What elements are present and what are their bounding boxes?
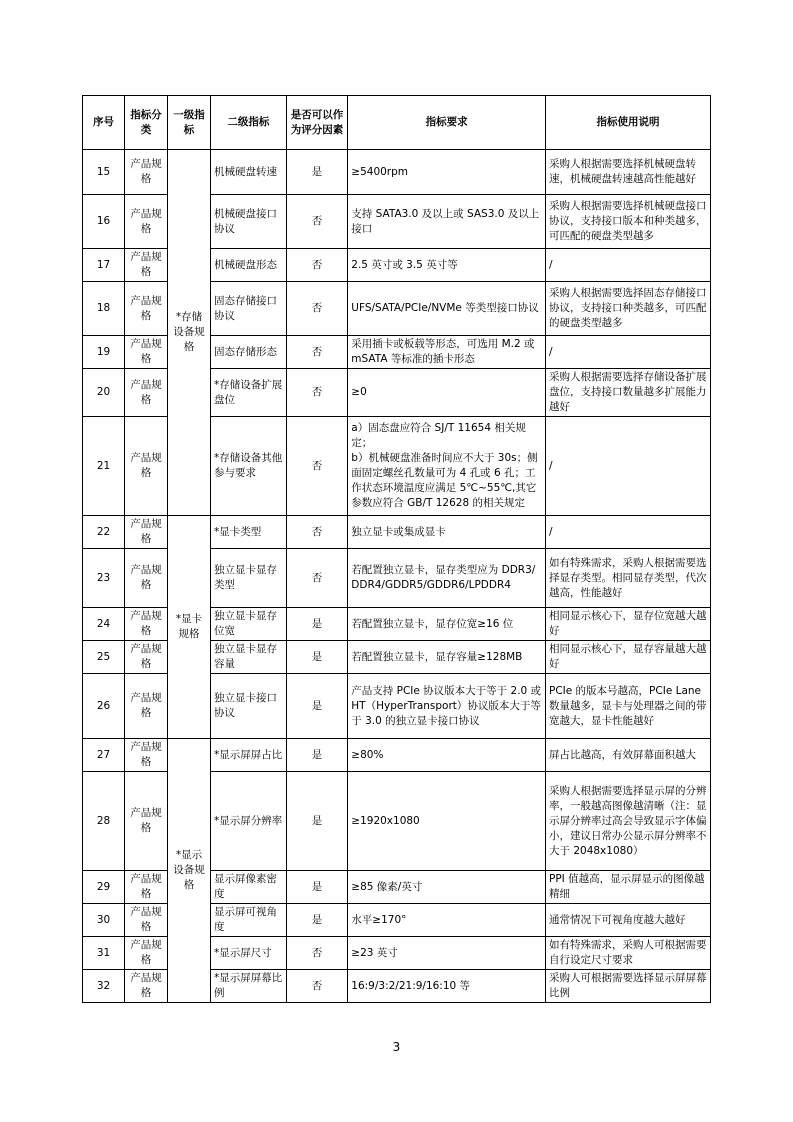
row-category: 产品规格 xyxy=(125,336,168,369)
header-scoring: 是否可以作为评分因素 xyxy=(286,96,347,150)
page-number: 3 xyxy=(392,1040,401,1054)
row-number: 23 xyxy=(83,549,125,608)
level1-group-storage: *存储设备规格 xyxy=(168,150,211,516)
row-number: 17 xyxy=(83,249,125,282)
row-requirement: a）固态盘应符合 SJ/T 11654 相关规定； b）机械硬盘准备时间应不大于 30s；侧面固定螺丝孔数量可为 4 孔或 6 孔；工作状态环境温度应满足 5℃~55℃,其它参数应符合 GB/T 12628 的相关规定 xyxy=(348,417,546,516)
row-requirement: 16:9/3:2/21:9/16:10 等 xyxy=(348,970,546,1003)
row-usage-note: 通常情况下可视角度越大越好 xyxy=(546,904,711,937)
row-requirement: ≥0 xyxy=(348,369,546,417)
row-scoring: 是 xyxy=(286,608,347,641)
row-requirement: 支持 SATA3.0 及以上或 SAS3.0 及以上接口 xyxy=(348,195,546,249)
row-usage-note: 屏占比越高，有效屏幕面积越大 xyxy=(546,739,711,772)
row-number: 30 xyxy=(83,904,125,937)
table-row xyxy=(83,516,711,549)
row-number: 22 xyxy=(83,516,125,549)
header-row xyxy=(83,96,711,150)
row-category: 产品规格 xyxy=(125,970,168,1003)
row-number: 18 xyxy=(83,282,125,336)
row-number: 16 xyxy=(83,195,125,249)
row-scoring: 否 xyxy=(286,417,347,516)
row-requirement: 采用插卡或板载等形态，可选用 M.2 或 mSATA 等标准的插卡形态 xyxy=(348,336,546,369)
row-level2: 独立显卡显存类型 xyxy=(211,549,287,608)
row-scoring: 是 xyxy=(286,674,347,739)
row-usage-note: 采购人根据需要选择存储设备扩展盘位，支持接口数量越多扩展能力越好 xyxy=(546,369,711,417)
row-usage-note: 如有特殊需求，采购人根据需要选择显存类型。相同显存类型，代次越高，性能越好 xyxy=(546,549,711,608)
row-number: 20 xyxy=(83,369,125,417)
row-category: 产品规格 xyxy=(125,516,168,549)
row-level2: 机械硬盘形态 xyxy=(211,249,287,282)
row-category: 产品规格 xyxy=(125,739,168,772)
row-level2: 固态存储形态 xyxy=(211,336,287,369)
row-scoring: 否 xyxy=(286,249,347,282)
row-level2: 固态存储接口协议 xyxy=(211,282,287,336)
row-level2: 独立显卡显存位宽 xyxy=(211,608,287,641)
row-category: 产品规格 xyxy=(125,772,168,871)
row-category: 产品规格 xyxy=(125,904,168,937)
row-requirement: ≥5400rpm xyxy=(348,150,546,195)
row-usage-note: 采购人根据需要选择固态存储接口协议，支持接口种类越多，可匹配的硬盘类型越多 xyxy=(546,282,711,336)
row-category: 产品规格 xyxy=(125,549,168,608)
row-requirement: UFS/SATA/PCIe/NVMe 等类型接口协议 xyxy=(348,282,546,336)
row-category: 产品规格 xyxy=(125,195,168,249)
row-number: 31 xyxy=(83,937,125,970)
row-scoring: 是 xyxy=(286,641,347,674)
row-level2: *显示屏屏占比 xyxy=(211,739,287,772)
row-usage-note: 采购人可根据需要选择显示屏屏幕比例 xyxy=(546,970,711,1003)
row-requirement: 若配置独立显卡，显存类型应为 DDR3/DDR4/GDDR5/GDDR6/LPDDR4 xyxy=(348,549,546,608)
header-level2: 二级指标 xyxy=(211,96,287,150)
spec-table xyxy=(82,95,711,1003)
row-level2: 显示屏像素密度 xyxy=(211,871,287,904)
row-scoring: 是 xyxy=(286,772,347,871)
header-level1: 一级指标 xyxy=(168,96,211,150)
row-usage-note: / xyxy=(546,417,711,516)
row-category: 产品规格 xyxy=(125,369,168,417)
row-number: 27 xyxy=(83,739,125,772)
row-level2: *显卡类型 xyxy=(211,516,287,549)
row-level2: 机械硬盘接口协议 xyxy=(211,195,287,249)
row-scoring: 否 xyxy=(286,369,347,417)
header-requirement: 指标要求 xyxy=(348,96,546,150)
row-scoring: 否 xyxy=(286,516,347,549)
row-requirement: 独立显卡或集成显卡 xyxy=(348,516,546,549)
row-scoring: 是 xyxy=(286,871,347,904)
row-scoring: 是 xyxy=(286,150,347,195)
row-number: 32 xyxy=(83,970,125,1003)
table-row xyxy=(83,739,711,772)
level1-group-display: *显示设备规格 xyxy=(168,739,211,1003)
row-category: 产品规格 xyxy=(125,674,168,739)
row-scoring: 否 xyxy=(286,195,347,249)
row-level2: 机械硬盘转速 xyxy=(211,150,287,195)
level1-group-gpu: *显卡规格 xyxy=(168,516,211,739)
row-level2: *显示屏屏幕比例 xyxy=(211,970,287,1003)
row-number: 25 xyxy=(83,641,125,674)
row-number: 19 xyxy=(83,336,125,369)
row-usage-note: / xyxy=(546,249,711,282)
row-usage-note: 采购人根据需要选择机械硬盘接口协议，支持接口版本和种类越多，可匹配的硬盘类型越多 xyxy=(546,195,711,249)
row-usage-note: 相同显示核心下，显存位宽越大越好 xyxy=(546,608,711,641)
row-level2: *存储设备其他参与要求 xyxy=(211,417,287,516)
row-requirement: 水平≥170° xyxy=(348,904,546,937)
row-scoring: 是 xyxy=(286,739,347,772)
row-requirement: 2.5 英寸或 3.5 英寸等 xyxy=(348,249,546,282)
row-scoring: 否 xyxy=(286,282,347,336)
row-category: 产品规格 xyxy=(125,641,168,674)
row-category: 产品规格 xyxy=(125,150,168,195)
row-number: 29 xyxy=(83,871,125,904)
row-requirement: ≥85 像素/英寸 xyxy=(348,871,546,904)
row-scoring: 否 xyxy=(286,336,347,369)
row-category: 产品规格 xyxy=(125,282,168,336)
row-number: 15 xyxy=(83,150,125,195)
row-usage-note: PCIe 的版本号越高，PCIe Lane 数量越多，显卡与处理器之间的带宽越大，显卡性能越好 xyxy=(546,674,711,739)
row-number: 24 xyxy=(83,608,125,641)
row-category: 产品规格 xyxy=(125,608,168,641)
row-level2: *存储设备扩展盘位 xyxy=(211,369,287,417)
row-usage-note: PPI 值越高，显示屏显示的图像越精细 xyxy=(546,871,711,904)
row-usage-note: 相同显示核心下，显存容量越大越好 xyxy=(546,641,711,674)
row-usage-note: / xyxy=(546,516,711,549)
row-category: 产品规格 xyxy=(125,417,168,516)
row-level2: 显示屏可视角度 xyxy=(211,904,287,937)
row-category: 产品规格 xyxy=(125,249,168,282)
row-scoring: 否 xyxy=(286,549,347,608)
row-scoring: 否 xyxy=(286,970,347,1003)
row-requirement: 产品支持 PCIe 协议版本大于等于 2.0 或 HT（HyperTransport）协议版本大于等于 3.0 的独立显卡接口协议 xyxy=(348,674,546,739)
row-requirement: ≥23 英寸 xyxy=(348,937,546,970)
row-number: 21 xyxy=(83,417,125,516)
row-usage-note: 如有特殊需求，采购人可根据需要自行设定尺寸要求 xyxy=(546,937,711,970)
header-no: 序号 xyxy=(83,96,125,150)
row-level2: *显示屏分辨率 xyxy=(211,772,287,871)
row-usage-note: 采购人根据需要选择显示屏的分辨率，一般越高图像越清晰（注：显示屏分辨率过高会导致显示字体偏小，建议日常办公显示屏分辨率不大于 2048x1080） xyxy=(546,772,711,871)
row-usage-note: 采购人根据需要选择机械硬盘转速，机械硬盘转速越高性能越好 xyxy=(546,150,711,195)
row-requirement: ≥1920x1080 xyxy=(348,772,546,871)
table-row xyxy=(83,150,711,195)
row-level2: 独立显卡接口协议 xyxy=(211,674,287,739)
row-level2: *显示屏尺寸 xyxy=(211,937,287,970)
row-category: 产品规格 xyxy=(125,937,168,970)
row-number: 26 xyxy=(83,674,125,739)
row-requirement: ≥80% xyxy=(348,739,546,772)
row-scoring: 是 xyxy=(286,904,347,937)
header-category: 指标分类 xyxy=(125,96,168,150)
row-usage-note: / xyxy=(546,336,711,369)
row-scoring: 否 xyxy=(286,937,347,970)
row-number: 28 xyxy=(83,772,125,871)
row-level2: 独立显卡显存容量 xyxy=(211,641,287,674)
header-usage-note: 指标使用说明 xyxy=(546,96,711,150)
row-requirement: 若配置独立显卡，显存容量≥128MB xyxy=(348,641,546,674)
row-category: 产品规格 xyxy=(125,871,168,904)
row-requirement: 若配置独立显卡，显存位宽≥16 位 xyxy=(348,608,546,641)
